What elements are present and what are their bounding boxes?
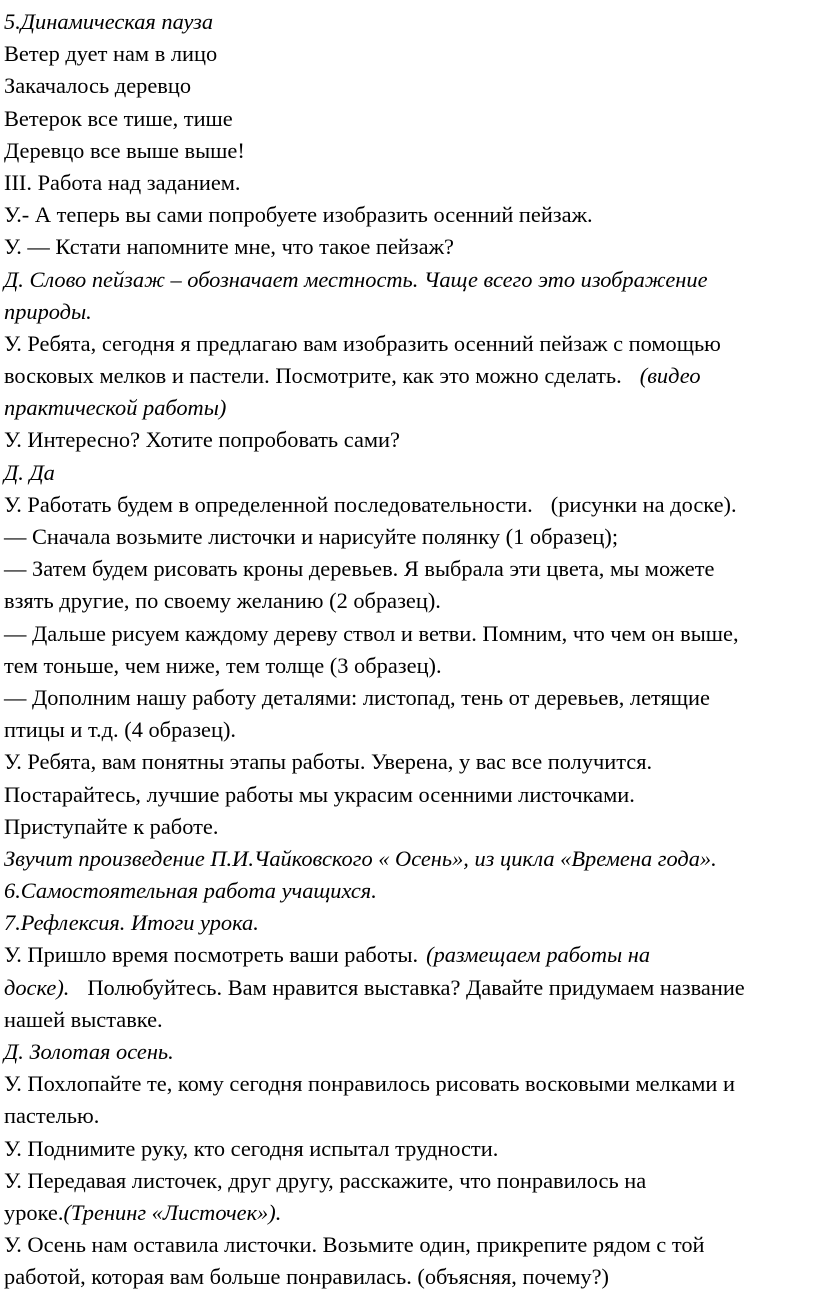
document-line <box>4 392 816 424</box>
body-text: — Дальше рисуем каждому дереву ствол и ветви. Помним, что чем он выше, <box>4 620 739 646</box>
body-text: У. Передавая листочек, друг другу, расскажите, что понравилось на <box>4 1167 647 1193</box>
italic-text: (видео <box>639 363 701 389</box>
italic-text: доске). <box>4 974 70 1000</box>
body-text: (рисунки на доске). <box>550 491 737 517</box>
document-line <box>4 360 816 392</box>
document-line <box>4 1036 816 1068</box>
body-text: Ветерок все тише, тише <box>4 105 233 131</box>
document-line <box>4 618 816 650</box>
document-line <box>4 843 816 875</box>
body-text: У. — Кстати напомните мне, что такое пейзаж? <box>4 234 454 260</box>
document-line <box>4 457 816 489</box>
body-text: уроке. <box>4 1199 64 1225</box>
body-text: У. Работать будем в определенной последовательности. <box>4 491 533 517</box>
document-line <box>4 779 816 811</box>
document-line <box>4 1229 816 1261</box>
body-text: взять другие, по своему желанию (2 образец). <box>4 588 441 614</box>
document-line <box>4 199 816 231</box>
document-line <box>4 553 816 585</box>
italic-text: Д. Золотая осень. <box>4 1039 174 1064</box>
document-line <box>4 714 816 746</box>
document-line <box>4 746 816 778</box>
document-line <box>4 585 816 617</box>
body-text: У. Ребята, вам понятны этапы работы. Уверена, у вас все получится. <box>4 749 653 775</box>
body-text: Деревцо все выше выше! <box>4 137 245 163</box>
body-text: Приступайте к работе. <box>4 813 219 839</box>
document-line <box>4 296 816 328</box>
document-line <box>4 424 816 456</box>
body-text: — Затем будем рисовать кроны деревьев. Я выбрала эти цвета, мы можете <box>4 556 715 582</box>
body-text: У. Поднимите руку, кто сегодня испытал трудности. <box>4 1135 499 1161</box>
document-line <box>4 682 816 714</box>
italic-text: 6.Самостоятельная работа учащихся. <box>4 878 377 904</box>
body-text: нашей выставке. <box>4 1006 163 1032</box>
document-line <box>4 875 816 907</box>
document-line <box>4 650 816 682</box>
document-line <box>4 328 816 360</box>
body-text: Полюбуйтесь. Вам нравится выставка? Давайте придумаем название <box>87 974 745 1000</box>
document-line <box>4 135 816 167</box>
body-text: — Дополним нашу работу деталями: листопад, тень от деревьев, летящие <box>4 684 710 710</box>
italic-text: практической работы) <box>4 395 227 421</box>
document-line <box>4 6 816 38</box>
body-text: — Сначала возьмите листочки и нарисуйте полянку (1 образец); <box>4 524 619 549</box>
italic-text: природы. <box>4 298 92 324</box>
body-text: Закачалось деревцо <box>4 73 192 99</box>
italic-text: Звучит произведение П.И.Чайковского « Осень», из цикла «Времена года». <box>4 845 717 871</box>
body-text: У. Пришло время посмотреть ваши работы. <box>4 942 419 968</box>
body-text: пастелью. <box>4 1103 100 1129</box>
document-line <box>4 489 816 521</box>
body-text: птицы и т.д. (4 образец). <box>4 717 237 743</box>
document-line <box>4 1261 816 1293</box>
document-line <box>4 521 816 553</box>
document-line <box>4 1165 816 1197</box>
document-line <box>4 1100 816 1132</box>
document-line <box>4 38 816 70</box>
body-text: У.- А теперь вы сами попробуете изобразить осенний пейзаж. <box>4 202 593 228</box>
document-line <box>4 907 816 939</box>
italic-text: 7.Рефлексия. Итоги урока. <box>4 910 259 936</box>
document-line <box>4 972 816 1004</box>
document-line <box>4 167 816 199</box>
document-line <box>4 264 816 296</box>
body-text: Постарайтесь, лучшие работы мы украсим осенними листочками. <box>4 781 635 807</box>
body-text: Ветер дует нам в лицо <box>4 41 218 67</box>
body-text: У. Интересно? Хотите попробовать сами? <box>4 427 400 453</box>
italic-text: Д. Да <box>4 459 55 485</box>
document-line <box>4 1004 816 1036</box>
body-text: III. Работа над заданием. <box>4 169 241 195</box>
body-text: работой, которая вам больше понравилась. (объясняя, почему?) <box>4 1264 610 1290</box>
document-line <box>4 1133 816 1165</box>
document-line <box>4 231 816 263</box>
document-line <box>4 1068 816 1100</box>
document-line <box>4 1197 816 1229</box>
document-line <box>4 103 816 135</box>
italic-text: (размещаем работы на <box>426 942 651 968</box>
document-line <box>4 811 816 843</box>
body-text: тем тоньше, чем ниже, тем толще (3 образец). <box>4 652 442 678</box>
body-text: У. Похлопайте те, кому сегодня понравилось рисовать восковыми мелками и <box>4 1071 735 1097</box>
italic-text: 5.Динамическая пауза <box>4 9 214 34</box>
document-line <box>4 70 816 102</box>
body-text: восковых мелков и пастели. Посмотрите, как это можно сделать. <box>4 363 622 389</box>
italic-text: (Тренинг «Листочек»). <box>63 1199 282 1225</box>
italic-text: Д. Слово пейзаж – обозначает местность. Чаще всего это изображение <box>4 266 708 292</box>
body-text: У. Ребята, сегодня я предлагаю вам изобразить осенний пейзаж с помощью <box>4 330 721 356</box>
document-line <box>4 939 816 971</box>
body-text: У. Осень нам оставила листочки. Возьмите один, прикрепите рядом с той <box>4 1232 705 1258</box>
